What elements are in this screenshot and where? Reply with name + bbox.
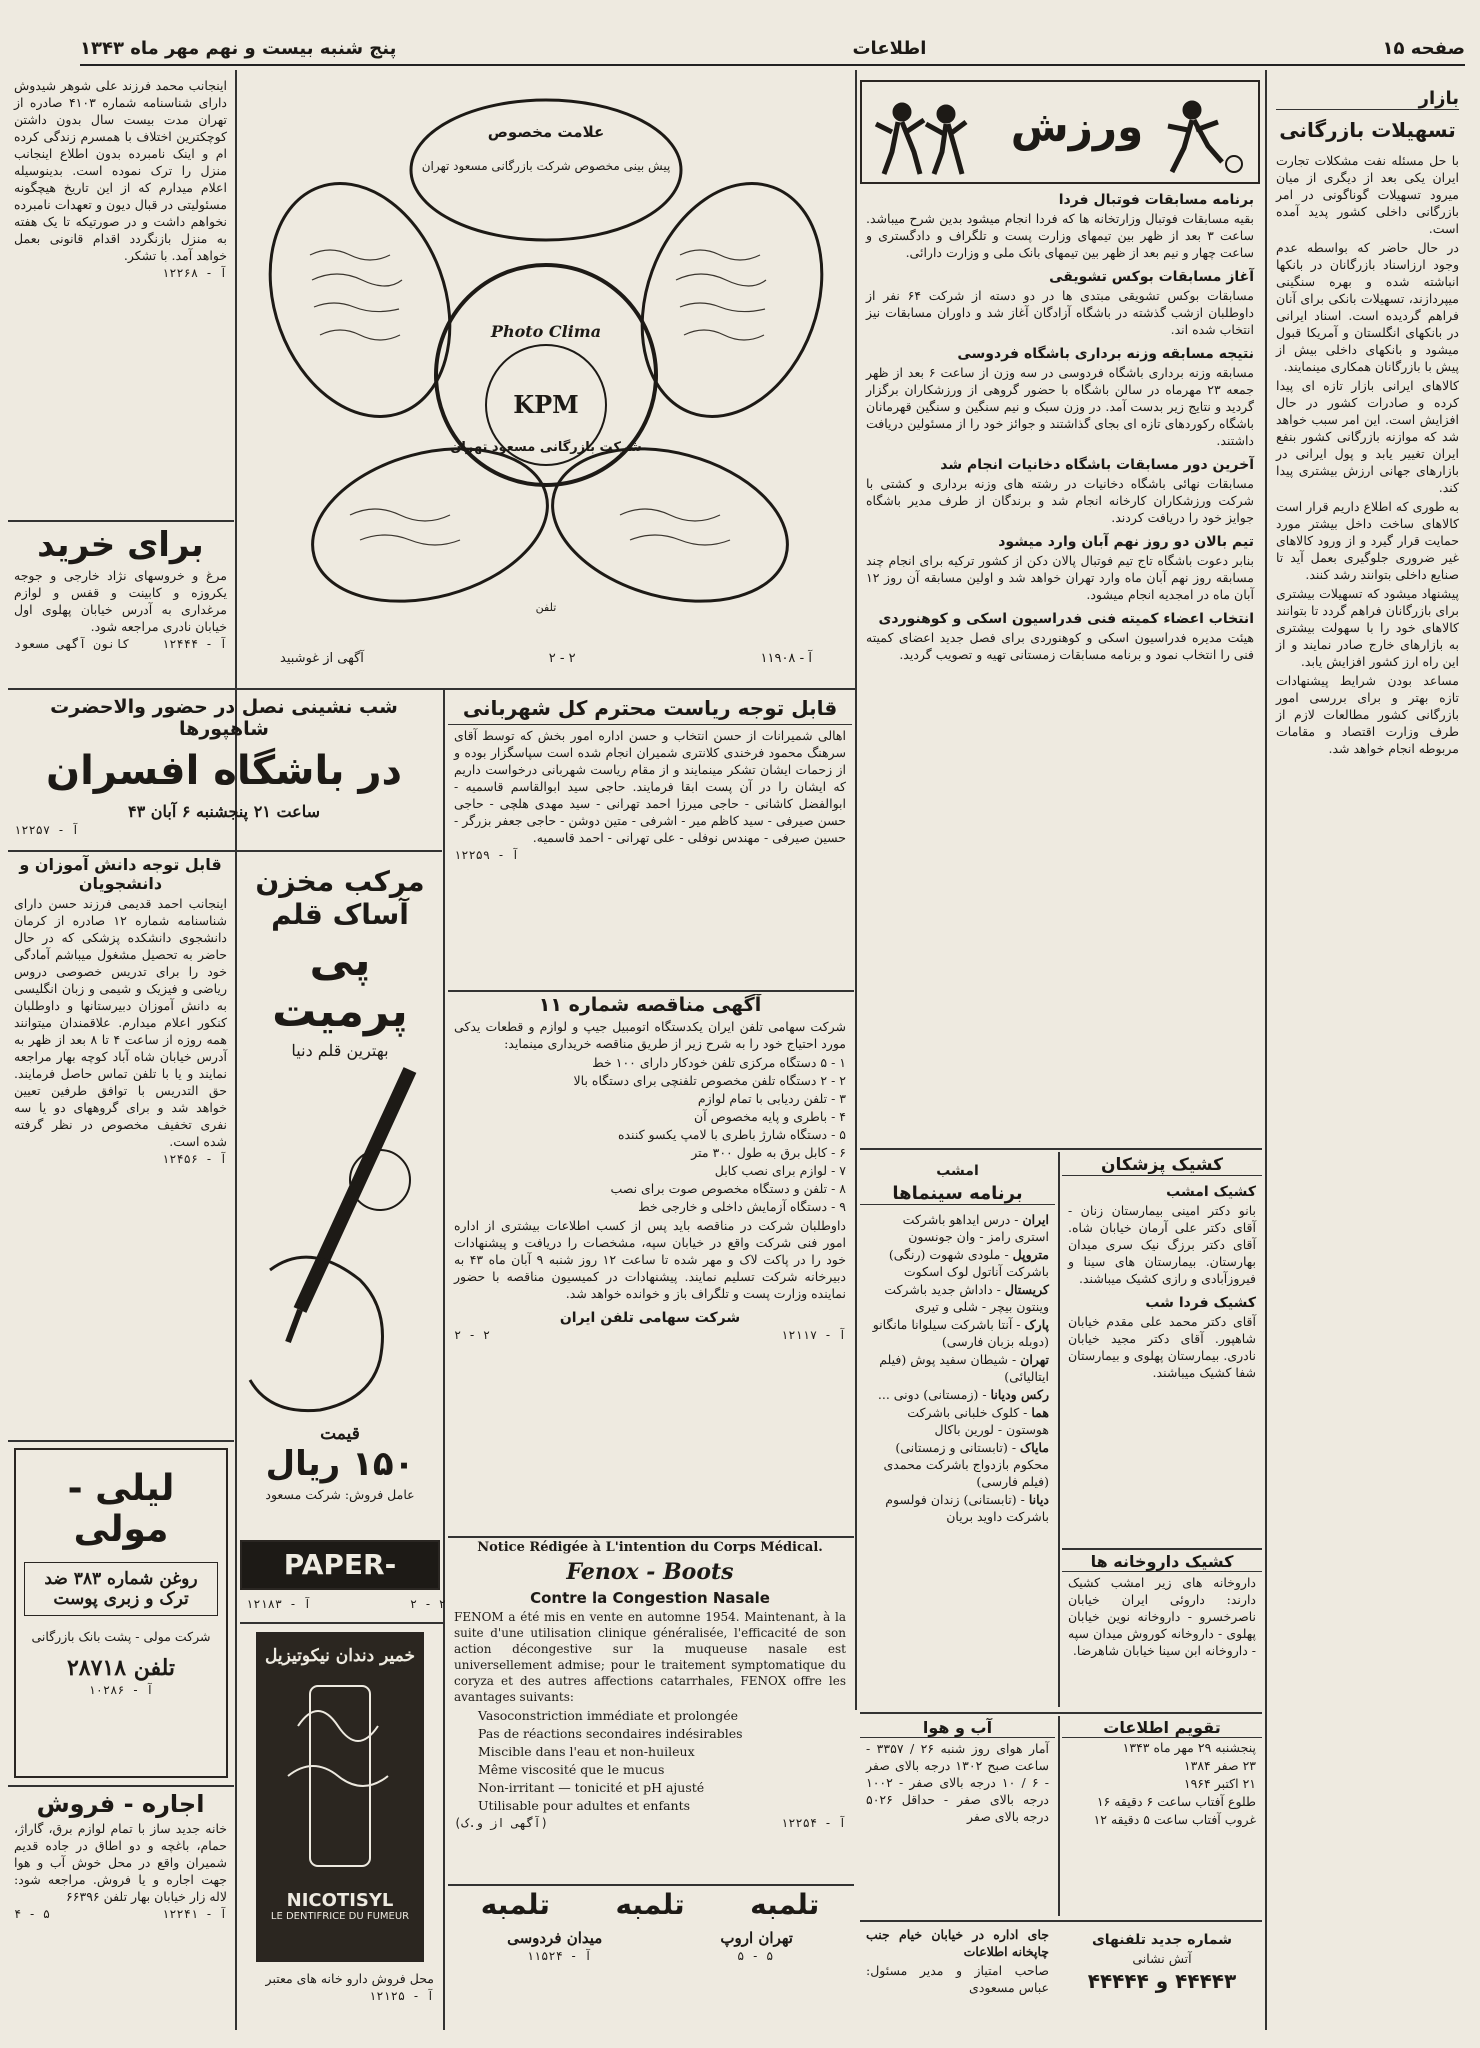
cinema-item: هما - کلوک خلبانی باشرکت هوستون - لورین باکال — [907, 1405, 1049, 1437]
talambeh-words — [448, 1888, 852, 1921]
bazaar-section: بازار — [1276, 88, 1459, 110]
rent-title: اجاره - فروش — [36, 1790, 205, 1818]
smoke-icon — [288, 1711, 388, 1786]
nicotisyl-art — [258, 1666, 422, 1886]
section-rule — [448, 1536, 854, 1538]
pen-price-label: قیمت — [320, 1424, 360, 1444]
talambeh-shops — [448, 1929, 852, 1947]
fenox-code: آ - ۱۲۲۵۴ — [780, 1816, 846, 1830]
bazaar-paragraph: پیشنهاد میشود که تسهیلات بیشتری برای بازرگانان فراهم گردد تا بتوانند کالاهای خود را با سهولت بیشتری به بازارهای خارج صادر نمایند و از این راه ارز کشور افزایش یابد. — [1276, 586, 1459, 669]
sports-banner — [860, 80, 1260, 184]
sports-item-text: مسابقات بوکس تشویقی مبتدی ها در دو دسته از شرکت ۶۴ نفر از داوطلبان ازشب گذشته در باشگاه آزادگان آغاز شد و داوران مسابقات نیز انتخاب شده اند. — [866, 288, 1254, 337]
bazaar-paragraph: در حال حاضر که بواسطه عدم وجود ارزاسناد بازرگانان در بانکها انباشته شده و بهره سنگینی میپردازند، تسهیلات بانکی برای آنان فراهم گردیده است. اسناد ایرانی در بانکهای انگلستان و آمریکا قبول میشود و بانکهای داخلی بیش از پیش با بازرگانان همکاری مینمایند. — [1276, 240, 1459, 374]
football-icon — [1226, 156, 1242, 172]
notice-code: آ - ۱۲۲۶۸ — [161, 266, 227, 280]
kpm-logo: KPM — [513, 390, 579, 419]
rent-ad — [8, 1790, 233, 2028]
rent-code: آ - ۱۲۲۴۱ — [161, 1907, 227, 1921]
rent-text: خانه جدید ساز با تمام لوازم برق، گاراژ، حمام، باغچه و دو اطاق در جاده قدیم شمیران واقع در محل خوش آب و هوا جهت اجاره و یا فروش. مراجعه شود: لاله زار خیابان بهار تلفن ۶۶۳۹۶ — [14, 1821, 227, 1904]
students-code: آ - ۱۲۴۵۶ — [161, 1152, 227, 1166]
bazaar-paragraph: به طوری که اطلاع داریم قرار است کالاهای ساخت داخل بیشتر مورد حمایت قرار گیرد و از ورود کالاهای غیر ضروری جلوگیری بعمل آید تا صنایع داخلی بتوانند رشد کنند. — [1276, 499, 1459, 582]
talambeh-word: تلمبه — [480, 1888, 550, 1921]
fenox-point: Pas de réactions secondaires indésirables — [478, 1726, 743, 1741]
boxer-figure-icon — [926, 122, 966, 174]
talambeh-shop: میدان فردوسی — [507, 1929, 603, 1947]
pen-sub: بهترین قلم دنیا — [291, 1041, 389, 1060]
sports-item-title: آخرین دور مسابقات باشگاه دخانیات انجام شد — [940, 457, 1254, 473]
talambeh-word: تلمبه — [615, 1888, 685, 1921]
bazaar-column — [1270, 80, 1465, 2030]
fenox-heading: Contre la Congestion Nasale — [530, 1589, 770, 1607]
cinema-item: تهران - شیطان سفید پوش (فیلم ایتالیائی) — [879, 1352, 1049, 1384]
section-rule — [8, 850, 442, 852]
cinema-tonight: امشب — [936, 1163, 979, 1179]
pen-body-icon — [300, 1070, 410, 1310]
fenox-footer — [454, 1816, 846, 1830]
column-rule — [235, 850, 237, 2030]
header-page-number: صفحه ۱۵ — [1382, 37, 1465, 59]
column-rule — [443, 690, 445, 2030]
phones-sub: آتش نشانی — [1132, 1951, 1192, 1966]
paper-mate-text: PAPER- — [283, 1548, 397, 1581]
sports-title: ورزش — [1010, 102, 1144, 151]
lilly-phone: تلفن ۲۸۷۱۸ — [66, 1655, 176, 1681]
tender-title: آگهی مناقصه شماره ۱۱ — [538, 994, 762, 1016]
nicotisyl-dealer-code: آ - ۱۲۱۲۵ — [368, 1989, 434, 2003]
fenox-agency: (آگهی از و.ک) — [454, 1816, 548, 1830]
tender-item: ۹ - دستگاه آزمایش داخلی و خارجی خط — [638, 1199, 846, 1214]
footballer-head-icon — [1183, 101, 1201, 119]
tender-code-2: ۲ - ۲ — [454, 1328, 491, 1342]
weather-text: آمار هوای روز شنبه ۲۶ / ۳۳۵۷ - ساعت صبح ۱۳۰۲ درجه بالای صفر - ۶ / ۱۰ درجه بالای صفر - ۱۰۰۲ درجه بالای صفر - حداقل ۵۰۲۶ درجه بالای صفر — [866, 1741, 1049, 1824]
students-title: قابل توجه دانش آموزان و دانشجویان — [19, 855, 222, 893]
lilly-ad — [14, 1448, 228, 1778]
section-rule — [8, 1785, 234, 1787]
section-rule — [8, 520, 234, 522]
tender-code: آ - ۱۲۱۱۷ — [780, 1328, 846, 1342]
calendar-sunrise: طلوع آفتاب ساعت ۶ دقیقه ۱۶ — [1096, 1794, 1256, 1809]
sports-item-text: بقیه مسابقات فوتبال وزارتخانه ها که فردا انجام میشود بدین شرح میباشد. ساعت ۳ بعد از ظهر بین تیمهای وزارت پست و تلگراف و دادگستری و ساعت چهار و نیم بعد از ظهر بین تیمهای بانک ملی و وزارت دارائی. — [866, 211, 1254, 260]
cinema-list — [860, 1211, 1055, 1525]
sale-code: آ - ۱۲۴۴۴ — [161, 637, 227, 651]
lilly-line: روغن شماره ۳۸۳ ضد ترک و زبری پوست — [24, 1562, 218, 1616]
bazaar-title: تسهیلات بازرگانی — [1279, 118, 1456, 142]
column-rule — [855, 70, 857, 1710]
lilly-address: شرکت مولی - پشت بانک بازرگانی — [31, 1629, 211, 1644]
bazaar-paragraph: با حل مسئله نفت مشکلات تجارت ایران یکی بعد از دیگری از میان میرود تسهیلات گوناگونی در امر بازرگانی داخلی کشور پدید آمده است. — [1276, 153, 1459, 236]
sports-item-title: نتیجه مسابقه وزنه برداری باشگاه فردوسی — [957, 346, 1254, 362]
flower-caption: پیش بینی مخصوص شرکت بازرگانی مسعود تهران — [421, 159, 671, 173]
petal-left — [240, 158, 481, 442]
weather-section — [860, 1718, 1055, 1918]
nicotisyl-title: خمیر دندان نیکوتیزیل — [265, 1646, 415, 1666]
pen-illustration — [240, 1060, 440, 1420]
section-rule — [860, 1712, 1262, 1714]
paper-mate-logo — [240, 1540, 440, 1590]
tender-item: ۳ - تلفن ردیابی با تمام لوازم — [697, 1091, 846, 1106]
flower-ad-art — [240, 75, 852, 635]
officers-code: آ - ۱۲۲۵۷ — [14, 823, 80, 837]
cinema-item: متروپل - ملودی شهوت (رنگی) باشرکت آناتول لوک اسکوت — [888, 1247, 1049, 1279]
nicotisyl-ad — [256, 1632, 424, 1962]
sports-item-text: مسابقه وزنه برداری باشگاه فردوسی در سه وزن از ساعت ۶ بعد از ظهر جمعه ۲۳ مهرماه در سالن باشگاه با حضور گروهی از ورزشکاران برگزار گردید و نتایج زیر بدست آمد. در وزن سبک و نیم سنگین و سنگین قهرمانان باشگاه رکوردهای تازه ای بجای گذاشتند و جوائز خود را از مسئولین دریافت داشتند. — [866, 365, 1254, 448]
talambeh-code: آ - ۱۱۵۲۴ — [526, 1949, 592, 1963]
nicotisyl-name: NICOTISYL — [286, 1890, 394, 1911]
officers-ad — [8, 696, 440, 846]
phones-numbers: ۴۴۴۴۳ و ۴۴۴۴۴ — [1087, 1969, 1237, 1993]
section-rule — [8, 688, 856, 690]
notice-ad — [8, 75, 233, 515]
rent-code-2: ۵ - ۴ — [14, 1907, 51, 1921]
sports-item-text: مسابقات نهائی باشگاه دخانیات در رشته های وزنه برداری و کشتی با شرکت ورزشکاران کارخانه انجام شد و برندگان از طرف مدیر باشگاه جوایز خود را دریافت کردند. — [866, 476, 1255, 525]
section-rule — [860, 1920, 1262, 1922]
tender-item: ۵ - دستگاه شارژ باطری با لامپ یکسو کننده — [617, 1127, 846, 1142]
tender-item: ۸ - تلفن و دستگاه مخصوص صوت برای نصب — [610, 1181, 846, 1196]
police-notice-ad — [448, 696, 852, 986]
doctors-section — [1062, 1155, 1262, 1545]
doctors-text: بانو دکتر امینی بیمارستان زنان - آقای دکتر علی آرمان خیابان شاه. آقای دکتر برزگ نیک سری میدان بهارستان. بیمارستان های سینا و فیروزآبادی و رازی کشیک میباشند. — [1068, 1203, 1256, 1286]
fenox-point: Non-irritant — tonicité et pH ajusté — [478, 1780, 705, 1795]
calendar-title: تقویم اطلاعات — [1062, 1718, 1262, 1738]
tender-item: ۶ - کابل برق به طول ۳۰۰ متر — [691, 1145, 846, 1160]
page-header — [80, 32, 1465, 66]
flower-ad — [240, 75, 852, 680]
weather-title: آب و هوا — [860, 1718, 1055, 1738]
pen-tag: مرکب مخزن آساک قلم — [255, 865, 425, 931]
fenox-notice: Notice Rédigée à L'intention du Corps Médical. — [477, 1540, 823, 1555]
boxer-head-icon — [937, 105, 955, 123]
calendar-row: ۲۳ صفر ۱۳۸۴ — [1183, 1758, 1256, 1773]
boxer-figure-icon — [876, 120, 924, 174]
tender-item: ۲ - ۲ دستگاه تلفن مخصوص تلفنچی برای دستگاه بالا — [573, 1073, 846, 1088]
officers-line-3: ساعت ۲۱ پنجشنبه ۶ آبان ۴۳ — [127, 802, 320, 821]
flower-brand: Photo Clima — [490, 322, 602, 341]
pen-dealer: عامل فروش: شرکت مسعود — [265, 1487, 415, 1502]
fenox-body: FENOM a été mis en vente en automne 1954. Maintenant, à la suite d'une utilisation clinique généralisée, l'efficacité de son action décongestive sur la muqueuse nasale est universellement admise; pour le traitement symptomatique du coryza et des autres affections catarrhales, FENOX offre les avantages suivants: — [454, 1610, 846, 1704]
fenox-ad — [448, 1540, 852, 1880]
sports-item-title: برنامه مسابقات فوتبال فردا — [1058, 192, 1254, 208]
sale-footer — [14, 637, 227, 651]
header-date: پنج شنبه بیست و نهم مهر ماه ۱۳۴۳ — [80, 37, 397, 59]
police-notice-code: آ - ۱۲۲۵۹ — [454, 848, 520, 862]
calendar-section — [1062, 1718, 1262, 1918]
cinema-title: برنامه سینماها — [860, 1183, 1055, 1205]
calendar-row: پنجشنبه ۲۹ مهر ماه ۱۳۴۳ — [1122, 1740, 1256, 1755]
fenox-points — [472, 1707, 852, 1814]
drugstores-title: کشیک داروخانه ها — [1062, 1552, 1262, 1572]
cinema-item: ایران - درس ایداهو باشرکت استری رامز - وان جونسون — [902, 1212, 1049, 1244]
doctors-title: کشیک پزشکان — [1062, 1155, 1262, 1176]
officers-line-2: در باشگاه افسران — [45, 748, 402, 794]
bazaar-paragraph: مساعد بودن شرایط پیشنهادات تازه بهتر و برای بررسی امور بازرگانی کشور مطالعات لازم از طرف وزارت اقتصاد و مقامات مربوطه انجام خواهد شد. — [1276, 673, 1459, 756]
sports-item-text: بنابر دعوت باشگاه تاج تیم فوتبال پالان دکن از کشور ترکیه برای انجام چند مسابقه روز نهم آبان ماه وارد تهران خواهد شد و اولین مسابقه آن روز ۱۲ آبان ماه در امجدیه انجام میشود. — [866, 553, 1254, 602]
pen-tip-icon — [288, 1310, 300, 1342]
office-line-1: جای اداره در خیابان خیام جنب چاپخانه اطلاعات — [866, 1927, 1049, 1959]
nicotisyl-sub: LE DENTIFRICE DU FUMEUR — [270, 1911, 410, 1922]
column-rule — [1058, 1716, 1060, 1916]
section-rule — [8, 1440, 234, 1442]
students-text: اینجانب احمد قدیمی فرزند حسن دارای شناسنامه شماره ۱۲ صادره از کرمان دانشجوی دانشکده پزشکی که در حال حاضر به تحصیل مشغول میباشم آمادگی خود را برای تدریس خصوصی دروس ریاضی و فیزیک و شیمی و زبان انگلیسی به دانش آموزان دبیرستانها و داوطلبان کنکور اعلام میدارم. علاقمندان میتوانند همه روزه از ساعت ۴ تا ۸ بعد از ظهر به آدرس خیابان شاه آباد کوچه بهار مراجعه نمایند و یا با تلفن تماس حاصل فرمایند. حق التدریس با توافق طرفین تعیین خواهد شد و برای گروههای دو یا سه نفری تخفیف مخصوص در نظر گرفته شده است. — [14, 896, 227, 1149]
rent-footer — [14, 1907, 227, 1921]
cinema-section — [860, 1155, 1055, 1715]
notice-text: اینجانب محمد فرزند علی شوهر شیدوش دارای شناسنامه شماره ۴۱۰۳ صادره از تهران مدت بیست سال بدون داشتن کوچکترین اختلاف با همسرم زندگی کرده ام و اینک نامبرده بدون اطلاع اینجانب منزل را ترک نموده است. بدینوسیله اعلام میدارم که از این تاریخ هیچگونه مسئولیتی در قبال دیون و تعهدات نامبرده نخواهم داشت و در صورتیکه تا یک هفته به منزل بازنگردد اقدام قانونی بعمل خواهد آمد. با تشکر. — [14, 78, 227, 263]
fenox-point: Miscible dans l'eau et non-huileux — [478, 1744, 695, 1759]
sale-title: برای خرید — [37, 525, 204, 565]
tender-item: ۴ - باطری و پایه مخصوص آن — [693, 1109, 846, 1124]
fenox-point: Utilisable pour adultes et enfants — [478, 1798, 691, 1813]
talambeh-shop: تهران اروپ — [720, 1929, 793, 1947]
doctors-tomorrow: کشیک فردا شب — [1145, 1295, 1256, 1311]
talambeh-ad — [448, 1888, 852, 2028]
column-rule — [1265, 70, 1267, 2030]
sports-section — [860, 80, 1260, 1140]
sports-item-text: هیئت مدیره فدراسیون اسکی و کوهنوردی برای فصل جدید اعضای کمیته فنی را انتخاب نمود و برنامه مسابقات زمستانی تهیه و تصویب گردید. — [866, 630, 1254, 662]
footballer-figure-icon — [1168, 120, 1222, 172]
talambeh-word: تلمبه — [750, 1888, 820, 1921]
officers-line-1: شب نشینی نصل در حضور والاحضرت شاهپورها — [50, 696, 398, 740]
fenox-point: Même viscosité que le mucus — [478, 1762, 665, 1777]
nicotisyl-dealer — [240, 1968, 440, 2028]
section-rule — [448, 1884, 854, 1886]
tender-text: داوطلبان شرکت در مناقصه باید پس از کسب اطلاعات بیشتری از اداره امور فنی شرکت واقع در خیابان سپه، مشخصات را دریافت و پیشنهادات خود را در پاکت لاک و مهر شده تا ساعت ۱۲ روز شنبه ۹ آبان ماه ۴۳ به دبیرخانه شرکت تسلیم نمایند. پیشنهادات در کمیسیون مناقصه با حضور نماینده وزارت پست و تلگراف باز و خوانده خواهد شد. — [454, 1218, 846, 1301]
police-notice-title: قابل توجه ریاست محترم کل شهربانی — [448, 696, 852, 725]
cinema-item: مایاک - (تابستانی و زمستانی) محکوم بازدواج باشرکت محمدی (فیلم فارسی) — [883, 1440, 1049, 1489]
cinema-item: کریستال - داداش جدید باشرکت وینتون بیچر - شلی و تیری — [884, 1282, 1049, 1314]
sale-ad — [8, 525, 233, 685]
section-rule — [1062, 1548, 1262, 1550]
sale-agency: کانون آگهی مسعود — [14, 637, 130, 651]
sports-item-title: انتخاب اعضاء کمیته فنی فدراسیون اسکی و کوهنوردی — [878, 611, 1254, 627]
police-notice-text: اهالی شمیرانات از حسن انتخاب و حسن اداره امور بخش که توسط آقای سرهنگ محمود فرخندی کلانتری شمیران انجام شده است سپاسگزار بوده و از زحمات ایشان تشکر مینمایند و از مقام ریاست شهربانی درخواست داریم که ایشان را در آن پست ابقا فرمایند. حاجی سید ابوالقاسم قاسمیه - ابوالفضل کاشانی - حاجی میرزا احمد تهرانی - سید مهدی هلچی - حاجی حسن صیرفی - سید کاظم میر - اشرفی - متین دوشن - حاجی جعفر بزرگر - حسین صیرفی - مهندس نوفلی - علی تهرانی - احمد قاسمیه. — [454, 728, 846, 845]
pen-code-2: ۲ - ۲ — [409, 1597, 446, 1611]
pen-code: آ - ۱۲۱۸۳ — [246, 1597, 312, 1611]
calendar-row: ۲۱ اکتبر ۱۹۶۴ — [1183, 1776, 1256, 1791]
tender-item: ۷ - لوازم برای نصب کابل — [714, 1163, 846, 1178]
lilly-code: آ - ۱۰۲۸۶ — [88, 1683, 154, 1697]
flower-heading: علامت مخصوص — [487, 123, 605, 141]
lilly-brand: لیلی - مولی — [67, 1468, 175, 1550]
doctors-tonight: کشیک امشب — [1166, 1184, 1256, 1200]
cinema-item: دیانا - (تابستانی) زندان فولسوم باشرکت داوید بریان — [885, 1492, 1049, 1524]
fenox-point: Vasoconstriction immédiate et prolongée — [478, 1708, 739, 1723]
header-paper: اطلاعات — [852, 37, 927, 59]
office-section — [860, 1924, 1055, 2028]
bazaar-paragraph: کالاهای ایرانی بازار تازه ای پیدا کرده و صادرات کشور در حال افزایش است. این امر سبب خواهد شد که موازنه بازرگانی کشور بنفع ایران تغییر یابد و پول ایرانی در بازارهای جهانی ارزش بیشتری پیدا کند. — [1276, 378, 1459, 495]
tender-ad — [448, 994, 852, 1504]
flower-code: آ - ۱۱۹۰۸ — [760, 651, 812, 666]
flower-phone: تلفن — [535, 601, 557, 614]
tender-footer — [454, 1328, 846, 1342]
tender-signature: شرکت سهامی تلفن ایران — [559, 1310, 741, 1326]
pen-price: ۱۵۰ ریال — [265, 1444, 415, 1484]
talambeh-code: ۵ - ۵ — [737, 1949, 774, 1963]
drugstores-section — [1062, 1552, 1262, 1707]
section-rule — [860, 1148, 1262, 1150]
phones-title: شماره جدید تلفنهای — [1091, 1932, 1233, 1948]
fenox-brand: Fenox - Boots — [566, 1559, 734, 1585]
tender-intro: شرکت سهامی تلفن ایران یکدستگاه اتومبیل جیپ و لوازم و قطعات یدکی مورد احتیاج خود را به شرح زیر از طریق مناقصه خریداری مینماید: — [454, 1019, 846, 1051]
calendar-rows — [1062, 1739, 1262, 1828]
nicotisyl-dealer-text: محل فروش دارو خانه های معتبر — [265, 1971, 434, 1986]
drugstores-text: داروخانه های زیر امشب کشیک دارند: داروئی ایران خیابان ناصرخسرو - داروخانه نوین خیابان پهلوی - داروخانه کوروش میدان سپه - داروخانه ابن سینا خیابان شاهرضا. — [1068, 1575, 1256, 1658]
tender-item: ۱ - ۵ دستگاه مرکزی تلفن خودکار دارای ۱۰۰ خط — [592, 1055, 846, 1070]
section-rule — [240, 1622, 444, 1624]
office-line-2: صاحب امتیاز و مدیر مسئول: عباس مسعودی — [866, 1963, 1049, 1995]
section-rule — [448, 990, 854, 992]
flower-company: شرکت بازرگانی مسعود تهران — [450, 440, 642, 455]
flower-code: ۲ - ۲ — [548, 651, 576, 666]
boxer-head-icon — [893, 103, 911, 121]
sports-item-title: تیم بالان دو روز نهم آبان وارد میشود — [998, 534, 1254, 550]
tender-items — [448, 1054, 852, 1215]
students-ad — [8, 855, 233, 1435]
talambeh-codes — [454, 1949, 846, 1963]
doctors-text-2: آقای دکتر محمد علی مقدم خیابان شاهپور. آقای دکتر مجید خیابان نادری. بیمارستان پهلوی و بیمارستان شفا کشیک میباشند. — [1068, 1314, 1256, 1380]
phones-section — [1062, 1924, 1262, 2028]
sports-item-title: آغاز مسابقات بوکس تشویقی — [1049, 269, 1254, 285]
flower-code: آگهی از غوشبید — [280, 651, 364, 666]
cinema-item: رکس ودیانا - (زمستانی) دونی ... — [877, 1387, 1049, 1402]
toothpaste-tube-icon — [310, 1686, 370, 1866]
flower-codes — [240, 651, 852, 666]
pen-codes — [246, 1597, 446, 1619]
calendar-sunset: غروب آفتاب ساعت ۵ دقیقه ۱۲ — [1093, 1812, 1256, 1827]
pen-brand-fa: پی ‌پرمیت — [272, 935, 408, 1037]
cinema-item: پارک - آنتا باشرکت سیلوانا مانگانو (دوبله بزبان فارسی) — [872, 1317, 1049, 1349]
pen-ad — [240, 855, 440, 1535]
petal-right — [611, 158, 852, 442]
sale-text: مرغ و خروسهای نژاد خارجی و جوجه یکروزه و کابینت و قفس و لوازم مرغداری به آدرس خیابان پهلوی اول خیابان نادری مراجعه شود. — [14, 568, 227, 634]
column-rule — [1058, 1152, 1060, 1707]
